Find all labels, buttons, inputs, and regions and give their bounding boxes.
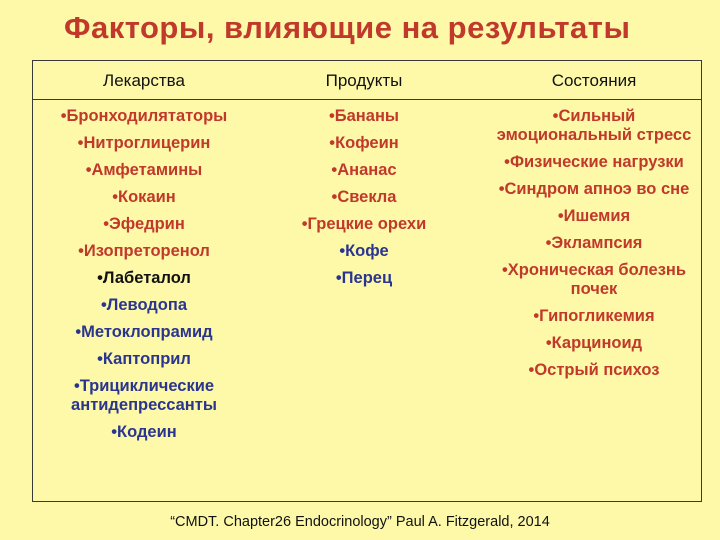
condition-item: • Эклампсия — [491, 234, 697, 253]
condition-item: • Сильный эмоциональный стресс — [491, 107, 697, 145]
drug-item: • Метоклопрамид — [33, 323, 255, 342]
header-foods: Продукты — [325, 71, 403, 90]
food-item: • Бананы — [255, 107, 473, 126]
table-header-row — [33, 61, 701, 100]
conditions-column — [491, 107, 697, 388]
condition-item: • Физические нагрузки — [491, 153, 697, 172]
condition-item: • Ишемия — [491, 207, 697, 226]
food-item: • Грецкие орехи — [255, 215, 473, 234]
drug-item: • Эфедрин — [33, 215, 255, 234]
food-item: • Ананас — [255, 161, 473, 180]
condition-item: • Хроническая болезнь почек — [491, 261, 697, 299]
drug-item: • Лабеталол — [33, 269, 255, 288]
drug-item: • Кокаин — [33, 188, 255, 207]
page-title: Факторы, влияющие на результаты — [64, 10, 631, 45]
drug-item: • Изопреторенол — [33, 242, 255, 261]
drug-item: • Нитроглицерин — [33, 134, 255, 153]
drugs-column — [33, 107, 255, 450]
food-item: • Кофеин — [255, 134, 473, 153]
header-conditions: Состояния — [551, 71, 637, 90]
drug-item: • Леводопа — [33, 296, 255, 315]
condition-item: • Острый психоз — [491, 361, 697, 380]
condition-item: • Синдром апноэ во сне — [491, 180, 697, 199]
condition-item: • Карциноид — [491, 334, 697, 353]
food-item: • Кофе — [255, 242, 473, 261]
condition-item: • Гипогликемия — [491, 307, 697, 326]
drug-item: • Трициклические антидепрессанты — [33, 377, 255, 415]
drug-item: • Амфетамины — [33, 161, 255, 180]
food-item: • Свекла — [255, 188, 473, 207]
drug-item: • Кодеин — [33, 423, 255, 442]
drug-item: • Каптоприл — [33, 350, 255, 369]
drug-item: • Бронходилятаторы — [33, 107, 255, 126]
citation: “CMDT. Chapter26 Endocrinology” Paul A. Fitzgerald, 2014 — [170, 514, 550, 530]
header-drugs: Лекарства — [103, 71, 185, 90]
factors-table — [32, 60, 702, 502]
food-item: • Перец — [255, 269, 473, 288]
foods-column — [255, 107, 473, 296]
